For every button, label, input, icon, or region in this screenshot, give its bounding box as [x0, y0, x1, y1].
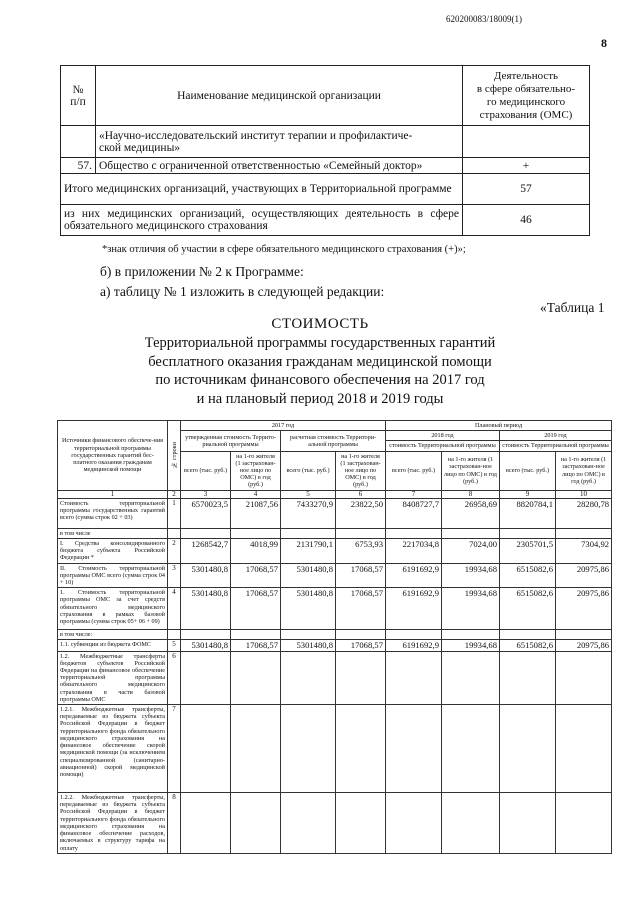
cell-value	[231, 630, 281, 640]
cell-value: 7024,00	[442, 539, 500, 564]
cell-value	[181, 793, 231, 854]
source-header: Источники финансового обеспече-ния территориальной программы государственных гарантий бес-платного оказания гражданам медицинской помощи	[58, 421, 168, 491]
total-label: Итого медицинских организаций, участвующих в Территориальной программе	[61, 174, 463, 205]
col-name-header: Наименование медицинской организации	[96, 66, 463, 126]
year-2018-header: 2018 год	[386, 431, 500, 441]
cell-value	[181, 651, 231, 704]
row-number: 8	[168, 793, 181, 854]
row-label: 1.2. Межбюджетные трансферты бюджетов субъектов Российской Федерации на финансовое обеспечение территориальной программы обязательного медицинского страхования в части базовой программы ОМС	[58, 651, 168, 704]
cell-value	[556, 705, 612, 793]
row-label: в том числе	[58, 528, 168, 538]
column-number: 1	[58, 490, 168, 498]
amendment-line-a: а) таблицу № 1 изложить в следующей редакции:	[100, 284, 385, 299]
cost-2018-header: стоимость Территориальной программы	[386, 441, 500, 451]
approved-cost-header: утвержденная стоимость Террито-риальной программы	[181, 431, 281, 451]
per-capita-header: на 1-го жителя (1 застрахован-ное лицо по ОМС) в год (руб.)	[556, 451, 612, 490]
document-subtitle	[0, 334, 640, 408]
table-reference: «Таблица 1	[540, 300, 605, 315]
cell-value: 5301480,8	[181, 588, 231, 630]
table-row	[58, 630, 612, 640]
subtitle-line: и на плановый период 2018 и 2019 годы	[196, 390, 444, 407]
table-row	[58, 528, 612, 538]
row-number: 3	[168, 563, 181, 588]
cell-value	[281, 651, 336, 704]
cell-value	[442, 651, 500, 704]
cell-value	[556, 528, 612, 538]
cell-value: 6515082,6	[500, 588, 556, 630]
row-label: I. Средства консолидированного бюджета субъекта Российской Федерации *	[58, 539, 168, 564]
cell-value	[500, 528, 556, 538]
year-2019-header: 2019 год	[500, 431, 612, 441]
cell-value	[281, 705, 336, 793]
cell-value	[336, 528, 386, 538]
cell-value: 1268542,7	[181, 539, 231, 564]
cell-value: 19934,68	[442, 640, 500, 651]
cell-value: 5301480,8	[281, 640, 336, 651]
column-number: 9	[500, 490, 556, 498]
cell-value	[336, 793, 386, 854]
cell-value: 17068,57	[231, 563, 281, 588]
table-header-row	[61, 66, 590, 126]
cell-value: 17068,57	[231, 640, 281, 651]
cell-value	[556, 793, 612, 854]
table-row	[58, 640, 612, 651]
cell-value	[231, 705, 281, 793]
cell-value: 20975,86	[556, 563, 612, 588]
cell-value	[442, 705, 500, 793]
cell-value: 2131790,1	[281, 539, 336, 564]
per-capita-header: на 1-го жителя (1 застрахован-ное лицо по ОМС) в год (руб.)	[442, 451, 500, 490]
column-number: 3	[181, 490, 231, 498]
cell-value	[181, 630, 231, 640]
row-continuation-name: «Научно-исследовательский институт терапии и профилактиче- ской медицины»	[96, 126, 463, 158]
cell-value	[386, 528, 442, 538]
cell-value	[181, 528, 231, 538]
row-name: Общество с ограниченной ответственностью «Семейный доктор»	[96, 158, 463, 174]
row-number: 4	[168, 588, 181, 630]
oms-total-label: из них медицинских организаций, осуществляющих деятельность в сфере обязательного медицинского страхования	[61, 205, 463, 236]
table-header-row	[58, 421, 612, 431]
table-row	[58, 793, 612, 854]
table-row	[58, 539, 612, 564]
cell-value: 6191692,9	[386, 563, 442, 588]
cell-value	[281, 630, 336, 640]
row-label: II. Стоимость территориальной программы ОМС всего (сумма строк 04 + 10)	[58, 563, 168, 588]
medical-organizations-table	[60, 65, 590, 236]
row-label: 1.2.2. Межбюджетные трансферты, передаваемые из бюджета субъекта Российской Федерации в бюджет территориального фонда обязательного медицинского страхования на финансовое обеспечение расходов, включаемых в структуру тарифа на оплату	[58, 793, 168, 854]
cell-value: 17068,57	[336, 588, 386, 630]
planned-period-header: Плановый период	[386, 421, 612, 431]
document-title: СТОИМОСТЬ	[271, 316, 369, 332]
cell-value	[336, 651, 386, 704]
column-number: 4	[231, 490, 281, 498]
per-capita-header: на 1-го жителя (1 застрахован-ное лицо по ОМС) в год (руб.)	[231, 451, 281, 490]
cell-value: 5301480,8	[181, 640, 231, 651]
cell-value: 6515082,6	[500, 563, 556, 588]
cell-value: 5301480,8	[281, 563, 336, 588]
cell-value	[500, 793, 556, 854]
amendment-line-b: б) в приложении № 2 к Программе:	[100, 264, 304, 279]
oms-total-row	[61, 205, 590, 236]
column-number: 2	[168, 490, 181, 498]
column-number: 8	[442, 490, 500, 498]
cell-value: 8820784,1	[500, 498, 556, 528]
cell-value: 8408727,7	[386, 498, 442, 528]
cell-value: 6753,93	[336, 539, 386, 564]
cell-value: 7433270,9	[281, 498, 336, 528]
cell-value	[231, 651, 281, 704]
cell-value	[386, 630, 442, 640]
cell-value: 17068,57	[336, 563, 386, 588]
total-row	[61, 174, 590, 205]
oms-mark: +	[463, 158, 590, 174]
cell-value: 6191692,9	[386, 588, 442, 630]
page-number: 8	[601, 36, 607, 50]
cost-2019-header: стоимость Территориальной программы	[500, 441, 612, 451]
program-cost-table	[57, 420, 612, 854]
subtitle-line: по источникам финансового обеспечения на 2017 год	[155, 372, 485, 388]
table-row	[61, 158, 590, 174]
row-number: 2	[168, 539, 181, 564]
cell-value: 19934,68	[442, 563, 500, 588]
document-number: 620200083/18009(1)	[446, 14, 522, 24]
cell-value: 7304,92	[556, 539, 612, 564]
year-2017-header: 2017 год	[181, 421, 386, 431]
row-label: 1. Стоимость территориальной программы ОМС за счет средств обязательного медицинского страхования в рамках базовой программы (сумма строк 05+ 06 + 09)	[58, 588, 168, 630]
column-numbers-row	[58, 490, 612, 498]
cell-value	[336, 630, 386, 640]
table-row	[58, 498, 612, 528]
oms-total-value: 46	[463, 205, 590, 236]
row-number: 57.	[61, 158, 96, 174]
table-row	[58, 563, 612, 588]
column-number: 5	[281, 490, 336, 498]
cell-value	[500, 705, 556, 793]
cell-value: 6570023,5	[181, 498, 231, 528]
cell-value: 6515082,6	[500, 640, 556, 651]
cell-value: 20975,86	[556, 640, 612, 651]
column-number: 6	[336, 490, 386, 498]
table-row	[58, 651, 612, 704]
row-number: 7	[168, 705, 181, 793]
row-number: 1	[168, 498, 181, 528]
table-row	[61, 126, 590, 158]
total-value: 57	[463, 174, 590, 205]
cell-value	[386, 705, 442, 793]
cell-value	[386, 793, 442, 854]
per-capita-header: на 1-го жителя (1 застрахован-ное лицо по ОМС) в год (руб.)	[336, 451, 386, 490]
cell-value: 28280,78	[556, 498, 612, 528]
cell-value	[500, 630, 556, 640]
row-label: 1.1. субвенции из бюджета ФОМС	[58, 640, 168, 651]
cell-value: 5301480,8	[181, 563, 231, 588]
row-number: 6	[168, 651, 181, 704]
row-label: в том числе:	[58, 630, 168, 640]
row-label: Стоимость территориальной программы государственных гарантий всего (сумма строк 02 + 03)	[58, 498, 168, 528]
cell-value: 17068,57	[231, 588, 281, 630]
cell-value	[442, 630, 500, 640]
cell-value: 2217034,8	[386, 539, 442, 564]
col-oms-header: Деятельность в сфере обязательно- го медицинского страхования (ОМС)	[463, 66, 590, 126]
subtitle-line: бесплатного оказания гражданам медицинской помощи	[148, 353, 492, 370]
row-label: 1.2.1. Межбюджетные трансферты, передаваемые из бюджета субъекта Российской Федерации в бюджет территориального фонда обязательного медицинского страхования на финансовое обеспечение скорой медицинской помощи (за исключением специализированной (санитарно-авиационной) скорой медицинской помощи)	[58, 705, 168, 793]
cell-value	[442, 528, 500, 538]
cell-value: 19934,68	[442, 588, 500, 630]
cell-value: 21087,56	[231, 498, 281, 528]
cell-value: 5301480,8	[281, 588, 336, 630]
calculated-cost-header: расчетная стоимость Территори-альной программы	[281, 431, 386, 451]
row-number	[168, 528, 181, 538]
cell-value	[281, 528, 336, 538]
column-number: 10	[556, 490, 612, 498]
cell-value	[442, 793, 500, 854]
cell-value	[281, 793, 336, 854]
cell-value	[500, 651, 556, 704]
cell-value	[231, 528, 281, 538]
total-header: всего (тыс. руб.)	[281, 451, 336, 490]
cell-value: 20975,86	[556, 588, 612, 630]
total-header: всего (тыс. руб.)	[181, 451, 231, 490]
cell-value	[336, 705, 386, 793]
row-number: 5	[168, 640, 181, 651]
cell-value: 17068,57	[336, 640, 386, 651]
cell-value: 6191692,9	[386, 640, 442, 651]
cell-value: 26958,69	[442, 498, 500, 528]
row-number	[168, 630, 181, 640]
cell-value	[181, 705, 231, 793]
row-number-header: № строки	[168, 421, 181, 491]
cell-value: 2305701,5	[500, 539, 556, 564]
cell-value	[231, 793, 281, 854]
footnote: *знак отличия об участии в сфере обязательного медицинского страхования (+)»;	[102, 244, 466, 255]
cell-value	[556, 651, 612, 704]
subtitle-line: Территориальной программы государственных гарантий	[144, 335, 496, 351]
cell-value	[556, 630, 612, 640]
column-number: 7	[386, 490, 442, 498]
cell-value: 4018,99	[231, 539, 281, 564]
cell-value	[386, 651, 442, 704]
cell-value: 23822,50	[336, 498, 386, 528]
total-header: всего (тыс. руб.)	[386, 451, 442, 490]
table-row	[58, 588, 612, 630]
total-header: всего (тыс. руб.)	[500, 451, 556, 490]
col-number-header: № п/п	[61, 66, 96, 126]
table-row	[58, 705, 612, 793]
